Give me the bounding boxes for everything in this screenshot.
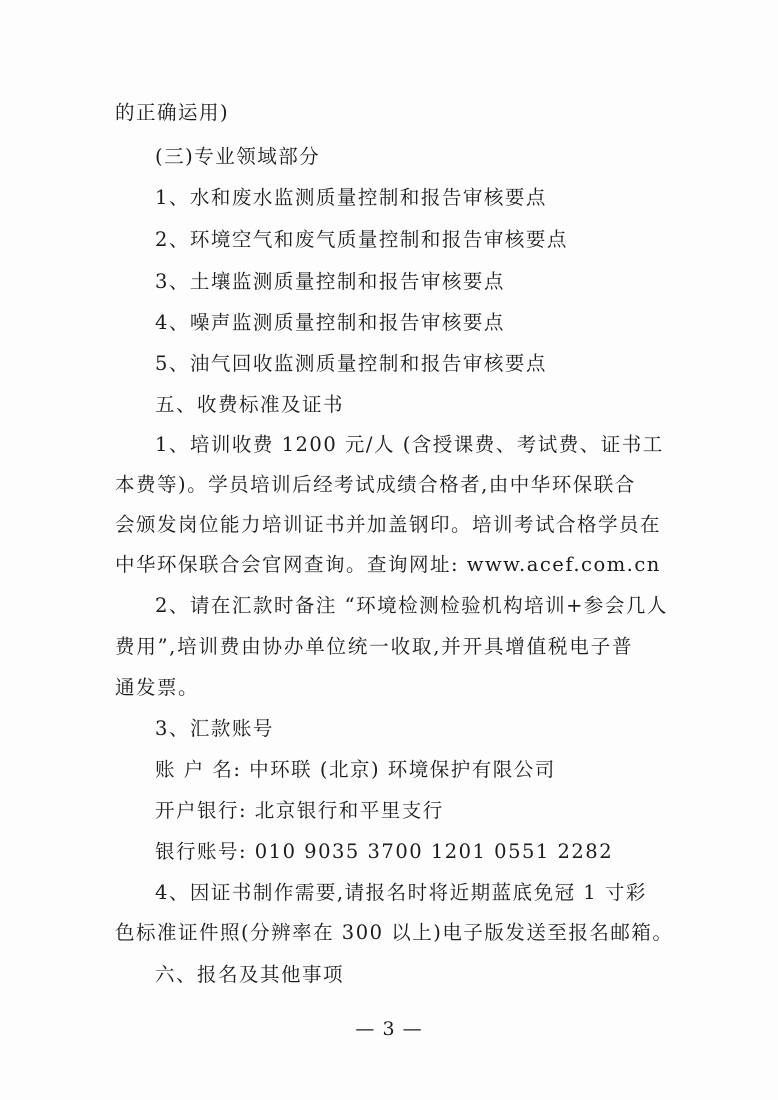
list-item: 4、噪声监测质量控制和报告审核要点 <box>155 311 505 334</box>
paragraph-line: 色标准证件照(分辨率在 300 以上)电子版发送至报名邮箱。 <box>115 921 674 944</box>
section-heading: 五、收费标准及证书 <box>155 393 345 416</box>
list-item: 3、土壤监测质量控制和报告审核要点 <box>155 270 505 293</box>
paragraph-line: 本费等)。学员培训后经考试成绩合格者,由中华环保联合 <box>115 473 636 496</box>
page-number: — 3 — <box>355 1018 423 1040</box>
list-item: 1、水和废水监测质量控制和报告审核要点 <box>155 186 547 209</box>
paragraph-line: 2、请在汇款时备注 “环境检测检验机构培训+参会几人 <box>155 594 668 617</box>
paragraph-line: 费用”,培训费由协办单位统一收取,并开具增值税电子普 <box>115 635 633 658</box>
list-item: 5、油气回收监测质量控制和报告审核要点 <box>155 352 547 375</box>
section-heading: 六、报名及其他事项 <box>155 963 345 986</box>
paragraph-line: 中华环保联合会官网查询。查询网址: www.acef.com.cn <box>115 553 661 576</box>
account-name: 账 户 名: 中环联 (北京) 环境保护有限公司 <box>155 758 556 781</box>
list-item: 2、环境空气和废气质量控制和报告审核要点 <box>155 228 568 251</box>
paragraph-line: 4、因证书制作需要,请报名时将近期蓝底免冠 1 寸彩 <box>155 881 647 904</box>
section-heading: (三)专业领域部分 <box>155 145 321 168</box>
paragraph-line: 1、培训收费 1200 元/人 (含授课费、考试费、证书工 <box>155 433 664 456</box>
list-item: 3、汇款账号 <box>155 717 274 740</box>
paragraph-line: 会颁发岗位能力培训证书并加盖钢印。培训考试合格学员在 <box>115 513 662 536</box>
account-number: 银行账号: 010 9035 3700 1201 0551 2282 <box>155 840 614 863</box>
text-line: 的正确运用) <box>115 101 230 124</box>
bank-name: 开户银行: 北京银行和平里支行 <box>155 799 444 822</box>
paragraph-line: 通发票。 <box>115 676 200 699</box>
